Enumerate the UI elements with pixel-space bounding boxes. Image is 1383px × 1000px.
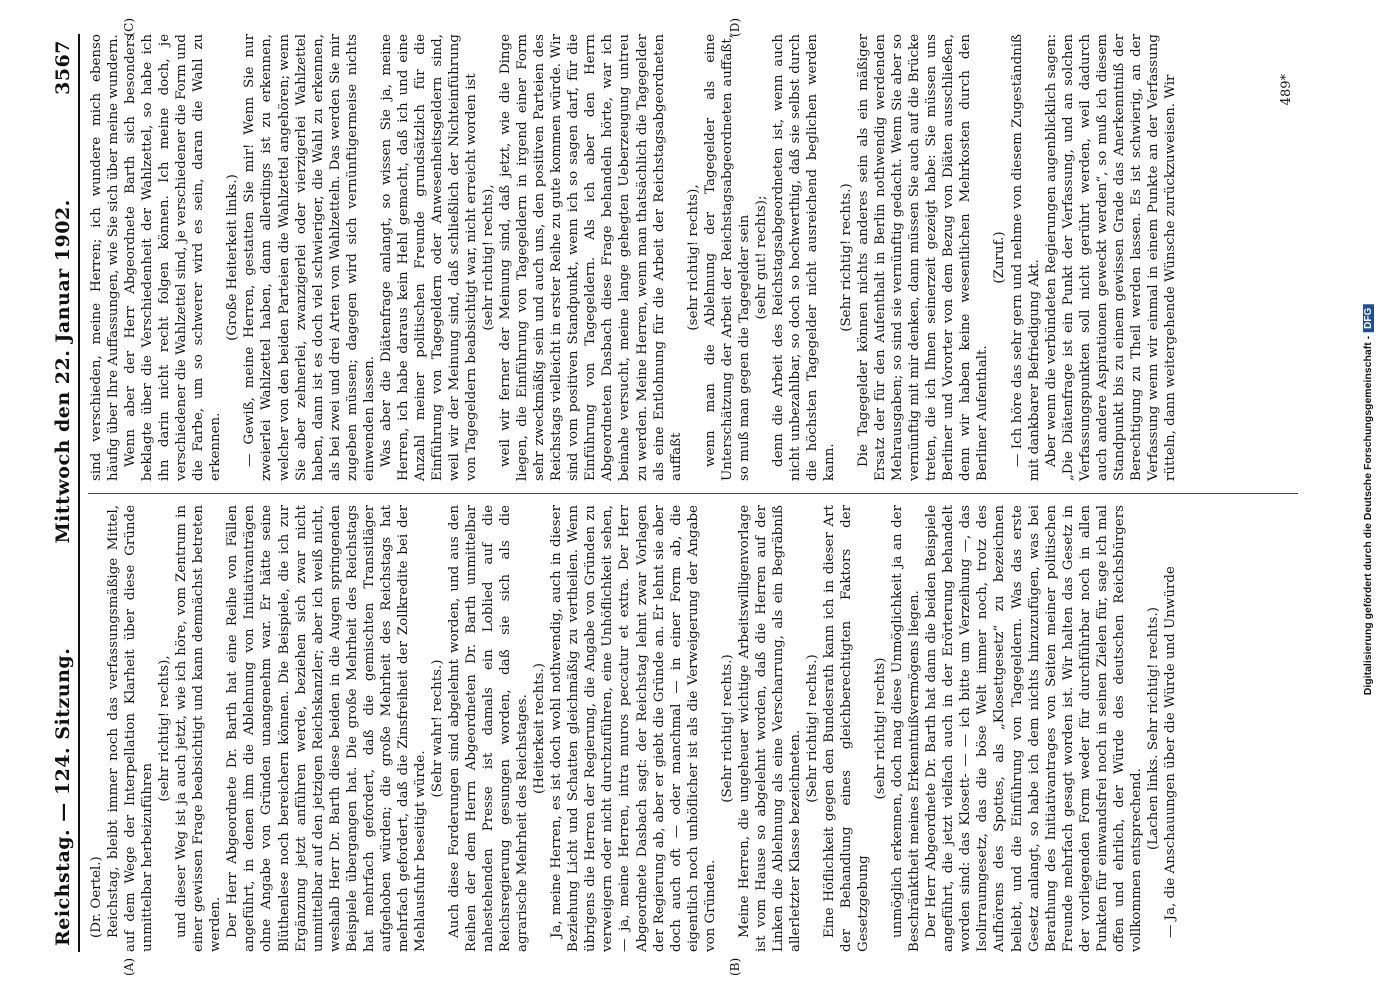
- rotated-document-page: [42, 20, 1342, 980]
- right-paragraph: Die Tagegelder können nichts anderes sein als ein mäßiger Ersatz der für den Aufenthalt in Berlin nothwendig werdenden Mehrausgaben; so sind sie vernünftig gedacht. Wenn Sie aber so vernünftig mit mir denken, dann müssen Sie auch auf die Brücke treten, die ich Ihnen seinerzeit gezeigt habe: Sie müssen uns Berliner und Vororter von dem Bezug von Diäten ausschließen, denn wir haben keine wesentlichen Mehrkosten durch den Berliner Aufenthalt.: [855, 34, 990, 481]
- column-divider: [88, 493, 1298, 494]
- right-paragraph: denn die Arbeit des Reichstagsabgeordneten ist, wenn auch nicht unbezahlbar, so doch so hochwerthig, daß sie selbst durch die höchsten Tagegelder nicht ausreichend beglichen werden kann.: [770, 34, 837, 481]
- right-paragraph: (Zuruf.): [991, 231, 1007, 284]
- right-paragraph: (sehr gut! rechts);: [753, 195, 769, 320]
- header-rule: [78, 34, 80, 952]
- right-paragraph: Aber wenn die verbündeten Regierungen augenblicklich sagen: „Die Diätenfrage ist ein Punkt der Verfassung, und an solchen Verfassungspunkten soll nicht gerührt werden, weil dadurch auch andere Aspirationen geweckt werden“, so muß ich diesem Standpunkt bis zu einem gewissen Grade das Anerkenntniß der Berechtigung zu Theil werden lassen. Es ist schwierig, an der Verfassung wenn wir einmal in einem Punkte an der Verfassung rütteln, dann weitergehende Wünsche zurückzuweisen. Wir: [1043, 34, 1178, 481]
- right-paragraph: Was aber die Diätenfrage anlangt, so wissen Sie ja, meine Herren, ich habe daraus kein Hehl gemacht, daß ich und eine Anzahl meiner politischen Freunde grundsätzlich für die Einführung von Tagegeldern oder Anwesenheitsgeldern sind, weil wir der Meinung sind, daß schließlich der Nichteinführung von Tagegeldern beabsichtigt war, nicht erreicht worden ist: [378, 34, 479, 481]
- right-paragraph: — Gewiß, meine Herren, gestatten Sie mir! Wenn Sie nur zweierlei Wahlzettel haben, dann allerdings ist zu erkennen, welcher von den beiden Parteien die Wahlzettel angehören; wenn Sie aber zehnerlei, zwanzigerlei oder vierzigerlei Wahlzettel haben, dann ist es doch viel schwieriger, die Wahl zu erkennen, als bei zwei und drei Arten von Wahlzetteln. Das werden Sie mir zugeben müssen; dagegen wird sich vernünftigermeise nichts einwenden lassen.: [241, 34, 377, 481]
- right-paragraph: weil wir ferner der Meinung sind, daß jetzt, wie die Dinge liegen, die Einführung von Tagegeldern in irgend einer Form sehr zweckmäßig sein und auch uns, den positiven Parteien des Reichstags vielleicht in erster Reihe zu gute kommen würde. Wir sind vom positiven Standpunkt, wenn ich so sagen darf, für die Einführung von Tagegeldern. Als ich aber den Herrn Abgeordneten Dasbach diese Frage behandeln hörte, war ich beinahe versucht, meine lange gehegten Ueberzeugung untreu zu werden. Meine Herren, wenn man thatsächlich die Tagegelder als eine Entlohnung für die Arbeit der Reichstagsabgeordneten auffaßt: [497, 34, 684, 481]
- left-paragraph: Reichstag, bleibt immer noch das verfassungsmäßige Mittel, auf dem Wege der Interpellation Klarheit über diese Gründe unmittelbar herbeizuführen: [105, 505, 155, 952]
- text-columns: [88, 18, 1298, 976]
- header-left: Reichstag. — 124. Sitzung.: [51, 647, 74, 946]
- marginal-letter-c: (C): [121, 18, 136, 37]
- right-paragraph: (sehr richtig! rechts),: [480, 184, 496, 331]
- right-paragraph: — Ich höre das sehr gern und nehme von diesem Zugeständniß mit dankbarer Befriedigung Akt.: [1009, 34, 1042, 481]
- right-paragraph: (Große Heiterkeit links.): [224, 174, 240, 341]
- left-paragraph: Der Herr Abgeordnete Dr. Barth hat dann die beiden Beispiele angeführt, die jetzt vielfach auch in der Erörterung behandelt worden sind: das Klosett- — — ich bitte um Verzeihung —, das Isolirraumgesetz, das die böse Welt immer noch, trotz des Aufhörens des Spottes, als „Klosettgesetz“ zu bezeichnen beliebt, und die Einführung von Tagegeldern. Was das erste Gesetz anlangt, so habe ich dem nichts hinzuzufügen, was bei Berathung des Initiativantrages von Seiten meiner politischen Freunde mehrfach gesagt worden ist. Wir halten das Gesetz in der vorliegenden Form weder für durchführbar noch in allen Punkten für einwandsfrei noch in seinen Zielen für, sage ich mal offen und ehrlich, der Würde des deutschen Reichsbürgers vollkommen entsprechend.: [923, 505, 1144, 952]
- page-signature: 489*: [1278, 74, 1294, 106]
- left-paragraph: Ja, meine Herren, es ist doch wohl nothwendig, auch in dieser Beziehung Licht und Schatten gleichmäßig zu vertheilen. Wenn übrigens die Herren der Regierung, die Angabe von Gründen zu verweigern oder nicht durchzuführen, eine Unhöflichkeit sehen, — ja, meine Herren, intra muros peccatur et extra. Der Herr Abgeordnete Dasbach sagt: der Reichstag lehnt zwar Vorlagen der Regierung ab, aber er giebt die Gründe an. Er lehnt sie aber doch auch oft — oder manchmal — in einer Form ab, die eigentlich noch unhöflicher ist als die Verweigerung der Angabe von Gründen.: [548, 505, 718, 952]
- left-paragraph: Meine Herren, die ungeheuer wichtige Arbeitswilligenvorlage ist vom Hause so abgelehnt worden, daß die Herren auf der Linken die Ablehnung als eine Verscharrung, als ein Begräbniß allerletzter Klasse bezeichneten.: [736, 505, 803, 952]
- left-paragraph: Eine Höflichkeit gegen den Bundesrath kann ich in dieser Art der Behandlung eines gleichberechtigten Faktors der Gesetzgebung: [821, 505, 871, 952]
- left-paragraph: (sehr richtig! rechts): [872, 657, 888, 800]
- left-column: [88, 505, 1298, 952]
- marginal-letter-b: (B): [727, 957, 742, 976]
- left-paragraph: unmöglich erkennen, doch mag diese Unmöglichkeit ja an der Beschränktheit meines Erkenntnißvermögens liegen.: [889, 505, 922, 952]
- right-paragraph: (sehr richtig! rechts),: [685, 184, 701, 331]
- marginal-letter-a: (A): [121, 957, 136, 976]
- dfg-logo: DFG: [1363, 305, 1374, 332]
- left-paragraph: — Ja, die Anschauungen über die Würde und Unwürde: [1162, 566, 1178, 938]
- left-paragraph: Der Herr Abgeordnete Dr. Barth hat eine Reihe von Fällen angeführt, in denen ihm die Ablehnung von Initiativanträgen ohne Angabe von Gründen unangenehm war. Er hätte seine Blüthenlese noch bereichern können. Die Beispiele, die ich zur Ergänzung jetzt anführen werde, beziehen sich zwar nicht unmittelbar auf den jetzigen Reichskanzler; aber ich weiß nicht, weshalb Herr Dr. Barth diese beiden in die Augen springenden Beispiele übergangen hat. Die große Mehrheit des Reichstags hat mehrfach gefordert, daß die gemischten Transitläger aufgehoben würden; die große Mehrheit des Reichstags hat mehrfach gefordert, daß die Zinsfreiheit der Zollkredite bei der Mehlausfuhr beseitigt würde.: [224, 505, 428, 952]
- left-paragraph: (Dr. Oertel.): [88, 856, 104, 938]
- left-paragraph: (Heiterkeit rechts.): [531, 663, 547, 794]
- header-center: Mittwoch den 22. Januar 1902.: [51, 199, 74, 544]
- left-paragraph: Auch diese Forderungen sind abgelehnt worden, und aus den Reihen der dem Herrn Abgeordneten Dr. Barth unmittelbar nahestehenden Presse ist damals ein Loblied auf die Reichsregierung gesungen worden, daß sie sich als die agrarische Mehrheit des Reichstages.: [446, 505, 530, 952]
- right-paragraph: wenn man die Ablehnung der Tagegelder als eine Unterschätzung der Arbeit der Reichstagsabgeordneten auffaßt, so muß man gegen die Tagegelder sein: [702, 34, 752, 481]
- left-paragraph: (Sehr richtig! rechts.): [804, 654, 820, 803]
- left-paragraph: und dieser Weg ist ja auch jetzt, wie ich höre, vom Zentrum in einer gewissen Frage beabsichtigt und kann demnächst betreten werden.: [173, 505, 223, 952]
- page-header: [52, 34, 78, 952]
- right-paragraph: (Sehr richtig! rechts.): [838, 183, 854, 332]
- right-column: [88, 34, 1298, 481]
- left-paragraph: (Sehr richtig! rechts.): [719, 654, 735, 803]
- left-paragraph: (sehr richtig! rechts),: [156, 655, 172, 802]
- credit-text: Digitalisierung gefördert durch die Deutsche Forschungsgemeinschaft -: [1362, 335, 1374, 696]
- header-page-number: 3567: [51, 40, 74, 95]
- right-paragraph: sind verschieden, meine Herren; ich wundere mich ebenso häufig über Ihre Auffassungen, wie Sie sich über meine wundern.: [88, 34, 121, 481]
- left-paragraph: (Sehr wahr! rechts.): [429, 659, 445, 798]
- digitization-credit: [1362, 305, 1374, 696]
- left-paragraph: (Lachen links. Sehr richtig! rechts.): [1145, 607, 1161, 850]
- right-paragraph: Wenn aber der Herr Abgeordnete Barth sich besonders beklagte über die Verschiedenheit der Wahlzettel, so habe ich ihn darin nicht recht folgen können. Ich meine doch, je verschiedener die Wahlzettel sind, je verschiedener die Form und die Farbe, um so schwerer wird es sein, daran die Wahl zu erkennen.: [122, 34, 223, 481]
- marginal-letter-d: (D): [727, 18, 742, 37]
